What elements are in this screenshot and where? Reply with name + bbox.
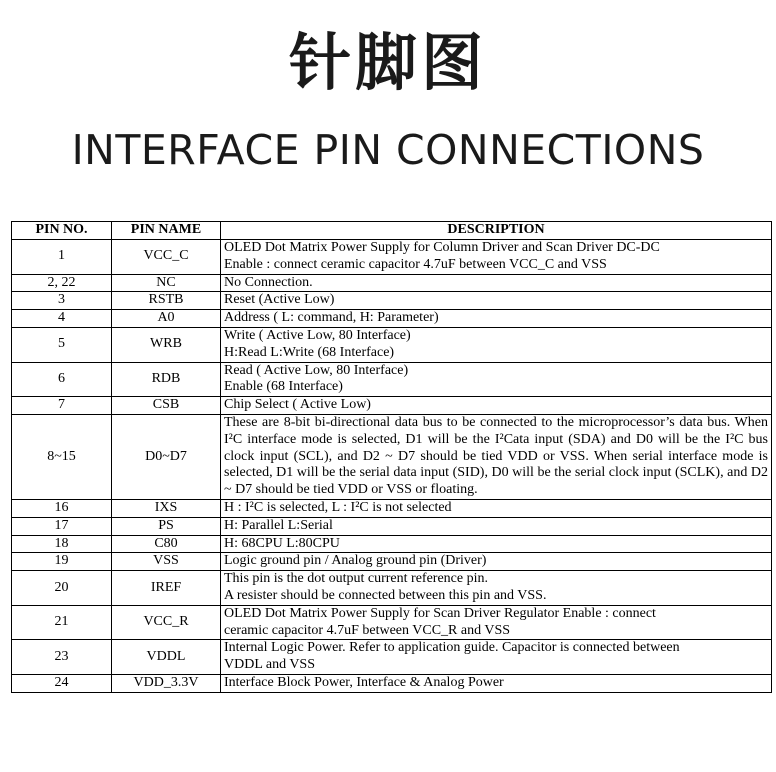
pin-number: 18 <box>12 535 112 553</box>
pin-description <box>221 553 772 571</box>
description-line: Address ( L: command, H: Parameter) <box>224 310 439 326</box>
table-row <box>12 397 772 415</box>
header-pin-name: PIN NAME <box>112 222 221 240</box>
page-title-chinese: 针脚图 <box>288 26 487 99</box>
pin-name: RDB <box>112 362 221 397</box>
pin-number: 3 <box>12 292 112 310</box>
pin-name: VDDL <box>112 640 221 675</box>
pin-name: IREF <box>112 571 221 606</box>
pin-number: 24 <box>12 674 112 692</box>
pin-number: 7 <box>12 397 112 415</box>
pin-description <box>221 240 772 275</box>
description-line: Write ( Active Low, 80 Interface) <box>224 327 411 343</box>
pin-number: 4 <box>12 310 112 328</box>
pin-number: 23 <box>12 640 112 675</box>
pin-name: VCC_R <box>112 605 221 640</box>
pin-number: 2, 22 <box>12 274 112 292</box>
pin-description <box>221 310 772 328</box>
table-row <box>12 571 772 606</box>
pin-number: 20 <box>12 571 112 606</box>
pin-description <box>221 414 772 499</box>
pin-name: C80 <box>112 535 221 553</box>
pin-name: NC <box>112 274 221 292</box>
table-row <box>12 499 772 517</box>
table-row <box>12 674 772 692</box>
description-line: Read ( Active Low, 80 Interface) <box>224 362 409 378</box>
table-row <box>12 605 772 640</box>
description-line: H: Parallel L:Serial <box>224 517 333 533</box>
table-row <box>12 640 772 675</box>
description-line: Enable : connect ceramic capacitor 4.7uF between VCC_C and VSS <box>224 256 607 272</box>
pin-name: IXS <box>112 499 221 517</box>
description-line: OLED Dot Matrix Power Supply for Scan Driver Regulator Enable : connect <box>224 605 656 621</box>
header-pin-no: PIN NO. <box>12 222 112 240</box>
table-row <box>12 535 772 553</box>
description-line: No Connection. <box>224 274 313 290</box>
description-line: OLED Dot Matrix Power Supply for Column Driver and Scan Driver DC-DC <box>224 240 660 255</box>
pin-name: PS <box>112 517 221 535</box>
description-line: These are 8-bit bi-directional data bus to be connected to the microprocessor’s data bus. When I²C interface mode is selected, D1 will be the I²Cata input (SDA) and D0 will be the I²C bus clock input (SCL), and D2 ~ D7 should be tied VDD or VSS. When serial interface mode is selected, D1 will be the serial data input (SID), D0 will be the serial clock input (SCLK), and D2 ~ D7 should be tied VDD or VSS or floating. <box>224 414 768 498</box>
description-line: Internal Logic Power. Refer to application guide. Capacitor is connected between <box>224 640 680 656</box>
pin-description <box>221 674 772 692</box>
pin-description <box>221 292 772 310</box>
pin-name: VSS <box>112 553 221 571</box>
pin-name: D0~D7 <box>112 414 221 499</box>
pin-name: VDD_3.3V <box>112 674 221 692</box>
table-row <box>12 274 772 292</box>
description-line: A resister should be connected between this pin and VSS. <box>224 587 547 603</box>
pin-description <box>221 640 772 675</box>
description-line: ceramic capacitor 4.7uF between VCC_R and VSS <box>224 622 511 638</box>
description-line: H: 68CPU L:80CPU <box>224 535 340 551</box>
description-line: Interface Block Power, Interface & Analog Power <box>224 674 504 690</box>
description-line: Chip Select ( Active Low) <box>224 397 371 413</box>
table-row <box>12 327 772 362</box>
pin-connections-table <box>11 221 772 693</box>
table-row <box>12 553 772 571</box>
table-row <box>12 362 772 397</box>
table-header-row <box>12 222 772 240</box>
pin-description <box>221 535 772 553</box>
description-line: H:Read L:Write (68 Interface) <box>224 344 395 360</box>
pin-description <box>221 362 772 397</box>
pin-description <box>221 397 772 415</box>
description-line: This pin is the dot output current reference pin. <box>224 571 488 587</box>
description-line: Reset (Active Low) <box>224 292 335 308</box>
pin-description <box>221 517 772 535</box>
pin-description <box>221 327 772 362</box>
pin-number: 16 <box>12 499 112 517</box>
pin-number: 8~15 <box>12 414 112 499</box>
pin-number: 21 <box>12 605 112 640</box>
pin-number: 1 <box>12 240 112 275</box>
pin-description <box>221 274 772 292</box>
pin-number: 6 <box>12 362 112 397</box>
pin-name: VCC_C <box>112 240 221 275</box>
table-row <box>12 240 772 275</box>
pin-number: 5 <box>12 327 112 362</box>
pin-name: A0 <box>112 310 221 328</box>
description-line: H : I²C is selected, L : I²C is not selected <box>224 499 452 515</box>
table-row <box>12 292 772 310</box>
pin-number: 19 <box>12 553 112 571</box>
pin-name: CSB <box>112 397 221 415</box>
pin-name: WRB <box>112 327 221 362</box>
description-line: VDDL and VSS <box>224 657 316 673</box>
pin-description <box>221 605 772 640</box>
pin-description <box>221 571 772 606</box>
pin-name: RSTB <box>112 292 221 310</box>
table-row <box>12 517 772 535</box>
pin-description <box>221 499 772 517</box>
table-row <box>12 310 772 328</box>
pin-number: 17 <box>12 517 112 535</box>
page-title-english: INTERFACE PIN CONNECTIONS <box>71 126 705 174</box>
table-row <box>12 414 772 499</box>
description-line: Logic ground pin / Analog ground pin (Driver) <box>224 553 487 569</box>
description-line: Enable (68 Interface) <box>224 379 343 395</box>
header-description: DESCRIPTION <box>221 222 772 240</box>
